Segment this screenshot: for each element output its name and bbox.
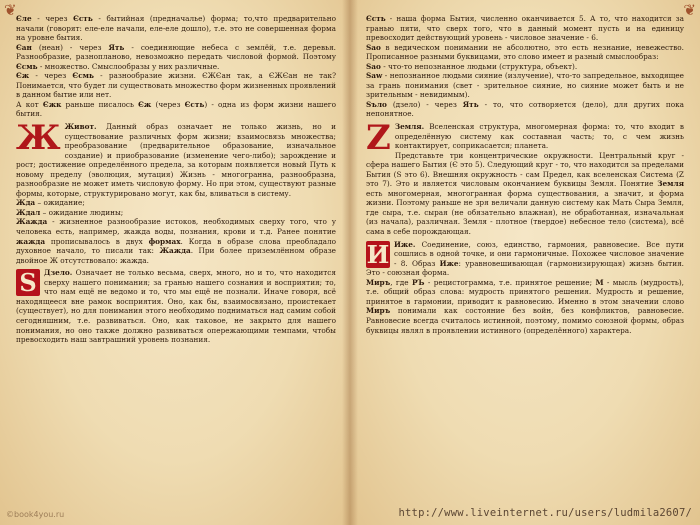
liveinternet-url: http://www.liveinternet.ru/users/ludmila2607/	[398, 507, 692, 519]
drop-cap-i: И	[366, 239, 390, 269]
drop-cap-z: Z	[366, 118, 391, 159]
book4you-watermark: ©book4you.ru	[6, 510, 65, 519]
paragraph-zhazhda: Жажда - жизненное разнообразие истоков, необходимых сверху того, что у человека есть, например, жажда воды, познания, крови и т.д. Ранее понятие жажда прописывалось в двух формах. Когда в образе слова преобладало духовное начало, то писали так: Жажда. При более приземлённом образе двойное Ж отсутствовало: жажда.	[16, 217, 337, 265]
drop-cap-zh: Ж	[16, 118, 61, 159]
paragraph-sao: Sао - что-то непознанное людьми (структура, объект).	[366, 61, 578, 71]
paragraph-circles: Представьте три концентрические окружности. Центральный круг - сфера нашего Бытия (Є это 5). Следующий круг - то, что находится за пределами Бытия (S это 6). Внешняя окружность - сам Предел, как вселенская Система (Z это 7). Это и является числовым окончанием буквицы Земля. Понятие Земля есть многомерная, многогранная форма существования, а значит, и форма жизни. Поэтому раньше не зря величали данную систему как Мать Сыра Земля, где сыра, т.е. сырая (не обязательно влажная), не обработанная, изначальная (из начала), различная. Земля - плотное (твердое) небесное тело (система), всё сама в себе порождающая.	[366, 150, 684, 237]
right-page	[350, 0, 700, 525]
paragraph-sylo: Sъло (дзело) - через Ять - то, что сотворяется (дело), для других пока непонятное.	[366, 99, 685, 119]
paragraph-ezh: Єж - через Єсмь - разнообразие жизни. ЄЖЄан так, а ЄЖЄан не так? Понимается, что будет ли существовать множество форм жизненных проявлений в данном бытие или нет.	[16, 71, 336, 100]
paragraph-zhdal: Ждал – ожидание людины;	[16, 207, 124, 217]
paragraph-zhda: Жда – ожидание;	[16, 198, 85, 208]
paragraph-dzelo: S Дзело. Означает не только весьма, сверх, много, но и то, что находится сверху нашего понимания; за гранью нашего сознания и восприятия; то, что нам ещё не ведомо и то, что мы ещё не познали. Иначе говоря, всё находящееся вне рамок восприятия. Оно, как бы, взаимосвязано, проистекает (существует), но для понимания этого необходимо подниматься над самим собой сегодняшним, т.е. развиваться. Оно, как таковое, не закрыто для нашего понимания, но оно также должно развиваться опережающими темпами, чтобы превосходить наш завтрашний уровень познания.	[16, 268, 336, 345]
paragraph-izhe: И Иже. Соединение, союз, единство, гармония, равновесие. Все пути сошлись в одной точке, и они гармоничные. Похожее числовое значение - 8. Образ Иже: уравновешивающая (гармонизирующая) жизнь бытия. Это - союзная форма.	[366, 239, 684, 278]
corner-ornament-icon: ❦	[683, 1, 696, 19]
paragraph-sao-intro: Sао в ведическом понимании не абсолютно, это есть незнание, невежество. Прописанное разными буквицами, это слово имеет и разный смыслообраз:	[366, 42, 684, 62]
paragraph-zhivot: Ж Живот. Данный образ означает не только жизнь, но и существование различных форм жизни; взаимосвязь множества; преобразование (предварительное образование, изначальное создание) и приобразование (изменение чего-либо); зарождение и рост; достижение определённого предела, за которым появляется новый Путь к новому пределу (эволюция, мутация) Жизнь - многогранна, разнообразна, разнообразие не может иметь числовую форму. Но при этом, существуют разные формы, которые, структурировано могут, как бы, вливаться в систему.	[16, 118, 336, 198]
paragraph-ele: Єле - через Єсть - бытийная (предначальe) форма; то,что предварительно начали (говорят: еле-еле начали, еле-еле дошло), т.е. это не совершенная форма на уровне бытия.	[16, 14, 336, 43]
paragraph-saw: Sаw - непознанное людьми сияние (излучение), что-то запредельное, выходящее за грань понимания (свет - зрительное сияние, но сияние может быть и не зрительным - невидимым).	[366, 71, 684, 100]
paragraph-ean: Єан (неан) - через Ять - соединяющие небеса с землёй, т.е. деревья. Разнообразие, разнопланово, невозможно передать числовой формой. Поэтому Єсмь - множество. Смыслообразы у них различные.	[16, 42, 336, 71]
paragraph-zemlya: Z Земля. Вселенская структура, многомерная форма: то, что входит в определённую систему как составная часть; то, с чем жизнь контактирует, соприкасается; планета.	[366, 118, 684, 159]
corner-ornament-icon: ❦	[4, 1, 17, 19]
paragraph-kot: А кот Єжк раньше писалось Єж (через Єсть) - одна из форм жизни нашего бытия.	[16, 99, 336, 119]
paragraph-est: Єсть - наша форма Бытия, численно оканчивается 5. А то, что находится за гранью пяти, что сверх того, что в данный момент пусть и на единицу превосходит действующий уровень - числовое значение - 6.	[366, 14, 684, 43]
drop-cap-s: S	[16, 269, 40, 296]
paragraph-mir: Миръ, где РЪ - рецистограмма, т.е. принятое решение; М - мысль (мудрость), т.е. общий образ слова: мудрость принятого решения. Мудрость и решение, принятое в гармонии, приводит к равновесию. Именно в этом значении слово Миръ понимали как состояние без войн, без конфликтов, равновесие. Равновесие всегда считалось истинной, поэтому, помимо союзной формы, образ буквицы являл в проявлении истинного (определённого) характера.	[366, 277, 684, 335]
